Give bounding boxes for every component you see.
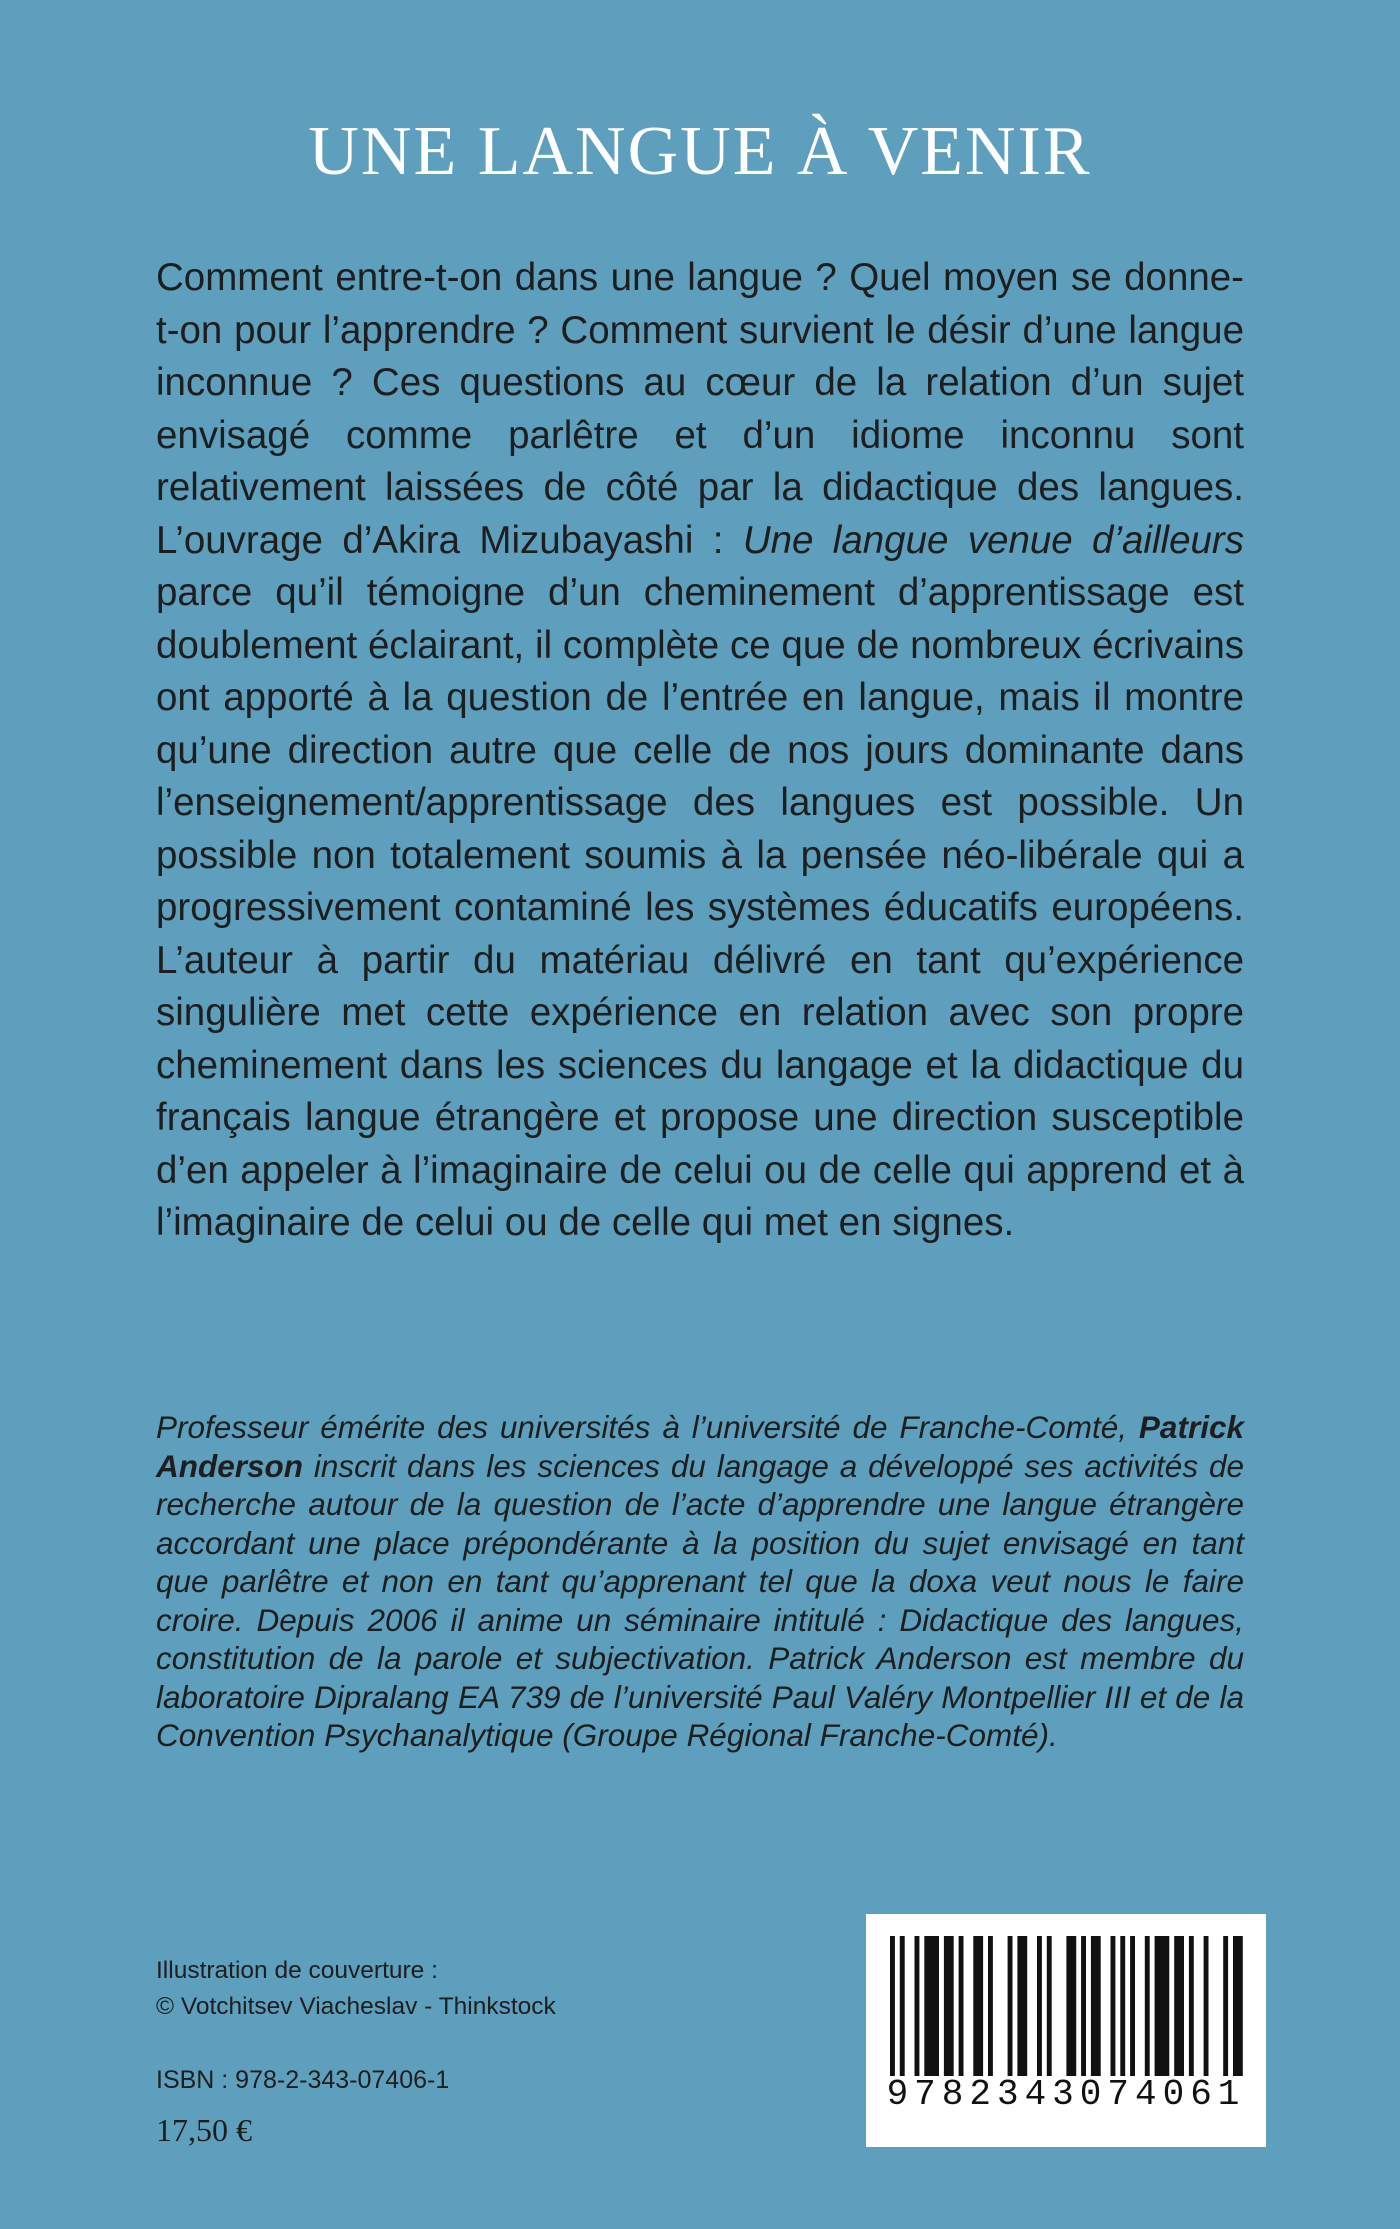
barcode-bar [1081, 1936, 1086, 2076]
barcode-bar [900, 1936, 905, 2076]
barcode [866, 1914, 1266, 2147]
barcode-bar [944, 1936, 954, 2076]
barcode-bar [1223, 1936, 1228, 2076]
barcode-bar [924, 1936, 939, 2076]
cited-book-title: Une langue venue d’ailleurs [742, 518, 1244, 562]
author-bio [156, 1408, 1244, 1755]
book-title: UNE LANGUE À VENIR [308, 113, 1092, 190]
summary-part-1: Comment entre-t-on dans une langue ? Quel moyen se donne-t-on pour l’apprendre ? Comment survient le désir d’une langue inconnue ? Ces questions au cœur de la relation d’un sujet envisagé comme parlêtre et d’un idiome inconnu sont relativement laissées de côté par la didactique des langues. L’ouvrage d’Akira Mizubayashi : [156, 256, 1244, 562]
bio-part-2: inscrit dans les sciences du langage a développé ses activités de recherche autour de la question de l’acte d’apprendre une langue étrangère accordant une place prépondérante à la position du sujet envisagé en tant que parlêtre et non en tant qu’apprenant tel que la doxa veut nous le faire croire. Depuis 2006 il anime un séminaire intitulé : Didactique des langues, constitution de la parole et subjectivation. Patrick Anderson est membre du laboratoire Dipralang EA 739 de l’université Paul Valéry Montpellier III et de la Convention Psychanalytique (Groupe Régional Franche-Comté). [156, 1447, 1244, 1753]
barcode-bar [1037, 1936, 1042, 2076]
barcode-bar [1017, 1936, 1027, 2076]
credits-value: © Votchitsev Viacheslav - Thinkstock [156, 1993, 556, 2020]
barcode-bar [1047, 1936, 1052, 2076]
isbn: ISBN : 978-2-343-07406-1 [156, 2066, 450, 2094]
barcode-bar [959, 1936, 964, 2076]
barcode-bar [988, 1936, 993, 2076]
barcode-digits: 9782343074061 [886, 2074, 1246, 2115]
barcode-bar [1174, 1936, 1184, 2076]
barcode-bar [1091, 1936, 1101, 2076]
barcode-bar [1066, 1936, 1076, 2076]
barcode-bar [1120, 1936, 1125, 2076]
bio-part-1: Professeur émérite des universités à l’université de Franche-Comté, [156, 1409, 1139, 1445]
barcode-bar [1204, 1936, 1209, 2076]
barcode-bar [915, 1936, 920, 2076]
barcode-bar [1008, 1936, 1013, 2076]
credits-label: Illustration de couverture : [156, 1957, 438, 1984]
price: 17,50 € [156, 2112, 252, 2148]
author-name: Patrick Anderson [156, 1409, 1244, 1484]
barcode-bar [973, 1936, 983, 2076]
barcode-bar [1130, 1936, 1135, 2076]
illustration-credits [156, 1953, 556, 2025]
barcode-bar [1145, 1936, 1150, 2076]
summary-text [156, 252, 1244, 1250]
barcode-bar [1111, 1936, 1116, 2076]
barcode-bar [1155, 1936, 1170, 2076]
barcode-bar [1233, 1936, 1243, 2076]
summary-part-2: parce qu’il témoigne d’un cheminement d’apprentissage est doublement éclairant, il complète ce que de nombreux écrivains ont apporté à la question de l’entrée en langue, mais il montre qu’une direction autre que celle de nos jours dominante dans l’enseignement/apprentissage des langues est possible. Un possible non totalement soumis à la pensée néo-libérale qui a progressivement contaminé les systèmes éducatifs européens. L’auteur à partir du matériau délivré en tant qu’expérience singulière met cette expérience en relation avec son propre cheminement dans les sciences du langage et la didactique du français langue étrangère et propose une direction susceptible d’en appeler à l’imaginaire de celui ou de celle qui apprend et à l’imaginaire de celui ou de celle qui met en signes. [156, 571, 1244, 1244]
barcode-bar [1189, 1936, 1194, 2076]
barcode-bar [890, 1936, 895, 2076]
